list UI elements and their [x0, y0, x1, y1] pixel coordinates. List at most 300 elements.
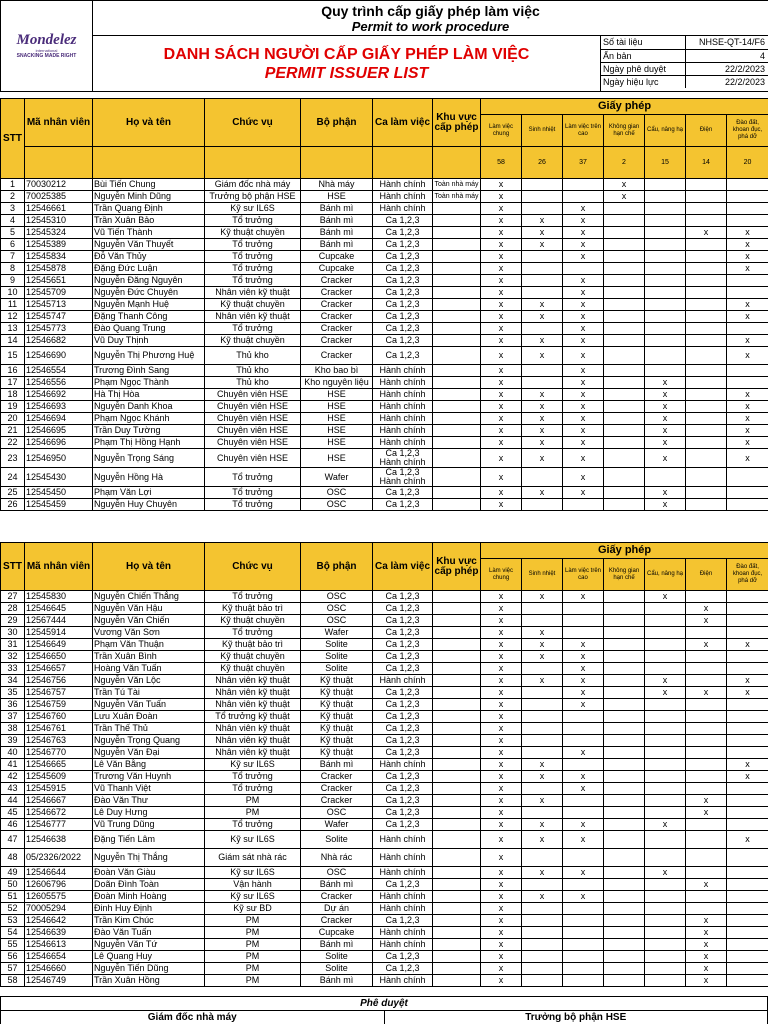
cell-stt: 14 [1, 335, 25, 347]
cell-shift: Hành chính [373, 849, 433, 867]
cell-shift: Ca 1,2,3 [373, 487, 433, 499]
cell-position: Nhân viên kỹ thuật [205, 675, 301, 687]
cell-permit-mark [645, 915, 686, 927]
permit-table-body-part1 [1, 179, 768, 511]
cell-permit-mark: x [481, 377, 522, 389]
cell-area [433, 239, 481, 251]
cell-area [433, 747, 481, 759]
cell-permit-mark: x [686, 963, 727, 975]
table-row [1, 499, 768, 511]
cell-permit-mark [563, 903, 604, 915]
cell-permit-mark: x [645, 449, 686, 468]
cell-permit-mark: x [563, 203, 604, 215]
col-area: Khu vực cấp phép [433, 99, 481, 147]
cell-permit-mark [563, 711, 604, 723]
cell-permit-mark [727, 699, 768, 711]
cell-position: Chuyên viên HSE [205, 389, 301, 401]
cell-full-name: Trần Tú Tài [93, 687, 205, 699]
cell-area [433, 263, 481, 275]
cell-permit-mark: x [727, 831, 768, 849]
cell-permit-mark [727, 377, 768, 389]
cell-permit-mark [686, 437, 727, 449]
table-row [1, 879, 768, 891]
table-row [1, 639, 768, 651]
cell-employee-id: 12546660 [25, 963, 93, 975]
table-row [1, 867, 768, 879]
cell-shift: Ca 1,2,3 [373, 807, 433, 819]
cell-employee-id: 12545914 [25, 627, 93, 639]
cell-permit-mark [686, 867, 727, 879]
table-row [1, 323, 768, 335]
cell-full-name: Phạm Ngọc Thành [93, 377, 205, 389]
cell-employee-id: 12546639 [25, 927, 93, 939]
cell-permit-mark [645, 603, 686, 615]
cell-permit-mark [604, 449, 645, 468]
cell-permit-mark [563, 263, 604, 275]
table-row [1, 215, 768, 227]
cell-permit-mark: x [481, 299, 522, 311]
table-row [1, 903, 768, 915]
col-area: Khu vực cấp phép [433, 543, 481, 591]
cell-permit-mark [686, 389, 727, 401]
cell-permit-mark [645, 735, 686, 747]
cell-permit-mark: x [563, 365, 604, 377]
table-row [1, 939, 768, 951]
cell-permit-mark: x [563, 651, 604, 663]
cell-permit-mark: x [727, 311, 768, 323]
cell-department: Cupcake [301, 263, 373, 275]
cell-permit-mark: x [727, 449, 768, 468]
col-stt: STT [1, 99, 25, 179]
cell-permit-mark [645, 963, 686, 975]
cell-permit-mark [604, 203, 645, 215]
cell-permit-mark [604, 227, 645, 239]
cell-employee-id: 12546649 [25, 639, 93, 651]
cell-permit-mark: x [481, 251, 522, 263]
cell-permit-mark: x [522, 389, 563, 401]
cell-department: Bánh mì [301, 239, 373, 251]
cell-full-name: Nguyễn Đức Chuyên [93, 287, 205, 299]
cell-employee-id: 12546613 [25, 939, 93, 951]
cell-permit-mark [522, 615, 563, 627]
cell-permit-mark: x [727, 759, 768, 771]
cell-employee-id: 12545310 [25, 215, 93, 227]
cell-area [433, 879, 481, 891]
document-title [93, 36, 601, 92]
cell-stt: 26 [1, 499, 25, 511]
cell-shift: Ca 1,2,3 [373, 747, 433, 759]
cell-shift: Ca 1,2,3 [373, 299, 433, 311]
cell-permit-mark [645, 275, 686, 287]
cell-full-name: Phạm Văn Lợi [93, 487, 205, 499]
cell-permit-mark: x [686, 639, 727, 651]
cell-permit-mark [645, 468, 686, 487]
cell-stt: 2 [1, 191, 25, 203]
cell-employee-id: 12606796 [25, 879, 93, 891]
table-row [1, 468, 768, 487]
cell-area [433, 915, 481, 927]
cell-area [433, 759, 481, 771]
cell-full-name: Nguyễn Thị Phương Huệ [93, 347, 205, 365]
cell-permit-mark: x [481, 951, 522, 963]
cell-full-name: Lê Văn Bằng [93, 759, 205, 771]
table-row [1, 747, 768, 759]
cell-area [433, 639, 481, 651]
cell-permit-mark [563, 975, 604, 987]
cell-permit-mark [522, 468, 563, 487]
cell-permit-mark [727, 951, 768, 963]
cell-stt: 32 [1, 651, 25, 663]
cell-stt: 20 [1, 413, 25, 425]
col-stt: STT [1, 543, 25, 591]
cell-permit-mark: x [563, 311, 604, 323]
cell-employee-id: 12546763 [25, 735, 93, 747]
cell-permit-mark: x [727, 227, 768, 239]
cell-full-name: Nguyễn Văn Thuyết [93, 239, 205, 251]
cell-permit-mark [645, 263, 686, 275]
cell-full-name: Vũ Thanh Việt [93, 783, 205, 795]
cell-position: Nhân viên kỹ thuật [205, 735, 301, 747]
cell-permit-mark [686, 365, 727, 377]
cell-department: Kỹ thuật [301, 735, 373, 747]
cell-permit-mark [727, 747, 768, 759]
cell-permit-mark [686, 819, 727, 831]
cell-permit-mark: x [481, 975, 522, 987]
table-row [1, 251, 768, 263]
cell-permit-mark [604, 275, 645, 287]
cell-permit-mark [604, 651, 645, 663]
cell-permit-mark [604, 468, 645, 487]
cell-permit-mark [727, 603, 768, 615]
cell-area [433, 687, 481, 699]
cell-stt: 17 [1, 377, 25, 389]
cell-employee-id: 12546696 [25, 437, 93, 449]
col-permit-confined: Không gian hạn chế [604, 115, 645, 147]
cell-permit-mark: x [604, 191, 645, 203]
cell-full-name: Nguyễn Văn Chiến [93, 615, 205, 627]
cell-permit-mark: x [686, 807, 727, 819]
cell-permit-mark: x [563, 323, 604, 335]
cell-permit-mark [727, 795, 768, 807]
cell-permit-mark: x [645, 687, 686, 699]
cell-permit-mark: x [522, 413, 563, 425]
cell-permit-mark [604, 927, 645, 939]
cell-area [433, 251, 481, 263]
cell-position: PM [205, 807, 301, 819]
cell-permit-mark [727, 723, 768, 735]
cell-permit-mark [563, 191, 604, 203]
cell-shift: Hành chính [373, 365, 433, 377]
cell-permit-mark [563, 951, 604, 963]
cell-full-name: Nguyễn Văn Lộc [93, 675, 205, 687]
cell-department: Kỹ thuật [301, 687, 373, 699]
cell-stt: 46 [1, 819, 25, 831]
cell-shift: Ca 1,2,3 [373, 915, 433, 927]
cell-full-name: Đinh Huy Định [93, 903, 205, 915]
cell-stt: 3 [1, 203, 25, 215]
cell-permit-mark [522, 903, 563, 915]
cell-permit-mark [727, 711, 768, 723]
cell-permit-mark: x [563, 389, 604, 401]
cell-department: Kỹ thuật [301, 723, 373, 735]
cell-shift: Ca 1,2,3 [373, 771, 433, 783]
table-row [1, 831, 768, 849]
cell-department: OSC [301, 487, 373, 499]
cell-shift: Ca 1,2,3 [373, 275, 433, 287]
col-permit-general: Làm việc chung [481, 115, 522, 147]
cell-department: Solite [301, 963, 373, 975]
cell-stt: 42 [1, 771, 25, 783]
cell-department: Wafer [301, 627, 373, 639]
cell-permit-mark: x [522, 651, 563, 663]
cell-permit-mark [604, 615, 645, 627]
cell-permit-mark [686, 179, 727, 191]
cell-department: Cracker [301, 771, 373, 783]
cell-permit-mark: x [522, 675, 563, 687]
cell-full-name: Đào Văn Tuấn [93, 927, 205, 939]
cell-shift: Hành chính [373, 203, 433, 215]
cell-full-name: Trần Thế Thủ [93, 723, 205, 735]
cell-permit-mark [563, 603, 604, 615]
table-row [1, 347, 768, 365]
meta-key: Ngày phê duyệt [601, 62, 685, 75]
cell-position: Chuyên viên HSE [205, 401, 301, 413]
cell-position: Nhân viên kỹ thuật [205, 687, 301, 699]
cell-shift: Ca 1,2,3 [373, 311, 433, 323]
cell-permit-mark: x [481, 651, 522, 663]
count-spacer [373, 147, 433, 179]
count-spacer [205, 147, 301, 179]
cell-permit-mark [604, 735, 645, 747]
cell-permit-mark [727, 365, 768, 377]
cell-permit-mark [522, 499, 563, 511]
cell-permit-mark [686, 413, 727, 425]
cell-permit-mark [727, 275, 768, 287]
cell-permit-mark [522, 663, 563, 675]
cell-permit-mark [522, 687, 563, 699]
cell-permit-mark [563, 927, 604, 939]
table-row [1, 425, 768, 437]
cell-full-name: Nguyễn Minh Dũng [93, 191, 205, 203]
cell-permit-mark [522, 179, 563, 191]
cell-stt: 23 [1, 449, 25, 468]
cell-position: Kỹ thuật bảo trì [205, 639, 301, 651]
cell-full-name: Nguyễn Văn Đại [93, 747, 205, 759]
cell-permit-mark [645, 663, 686, 675]
cell-position: Kỹ sư IL6S [205, 831, 301, 849]
cell-permit-mark: x [481, 203, 522, 215]
cell-permit-mark: x [522, 239, 563, 251]
cell-department: Cracker [301, 311, 373, 323]
cell-stt: 24 [1, 468, 25, 487]
cell-permit-mark [686, 831, 727, 849]
cell-department: Nhà rác [301, 849, 373, 867]
cell-permit-mark [604, 771, 645, 783]
cell-area [433, 627, 481, 639]
cell-permit-mark [645, 795, 686, 807]
cell-permit-mark: x [563, 891, 604, 903]
cell-employee-id: 12545713 [25, 299, 93, 311]
cell-permit-mark [645, 639, 686, 651]
cell-permit-mark [522, 927, 563, 939]
cell-permit-mark [604, 437, 645, 449]
cell-shift: Ca 1,2,3 [373, 639, 433, 651]
cell-permit-mark: x [563, 675, 604, 687]
cell-permit-mark: x [563, 215, 604, 227]
cell-area [433, 591, 481, 603]
cell-permit-mark [727, 915, 768, 927]
cell-position: Kỹ thuật chuyền [205, 663, 301, 675]
cell-permit-mark [727, 323, 768, 335]
cell-full-name: Đặng Thanh Công [93, 311, 205, 323]
cell-full-name: Lê Duy Hưng [93, 807, 205, 819]
cell-permit-mark [604, 499, 645, 511]
cell-permit-mark: x [481, 675, 522, 687]
cell-stt: 19 [1, 401, 25, 413]
cell-permit-mark [604, 975, 645, 987]
cell-permit-mark [686, 783, 727, 795]
cell-position: Tổ trưởng [205, 771, 301, 783]
cell-shift: Ca 1,2,3 [373, 347, 433, 365]
cell-permit-mark: x [645, 425, 686, 437]
cell-position: Kỹ sư IL6S [205, 891, 301, 903]
cell-permit-mark: x [563, 771, 604, 783]
cell-permit-mark [604, 663, 645, 675]
cell-full-name: Nguyễn Tiến Dũng [93, 963, 205, 975]
cell-department: Bánh mì [301, 227, 373, 239]
cell-department: Kỹ thuật [301, 711, 373, 723]
cell-permit-mark: x [481, 831, 522, 849]
cell-permit-mark: x [727, 687, 768, 699]
cell-shift: Ca 1,2,3 [373, 227, 433, 239]
cell-department: Kỹ thuật [301, 675, 373, 687]
cell-permit-mark [563, 735, 604, 747]
cell-shift: Ca 1,2,3 [373, 651, 433, 663]
cell-employee-id: 12605575 [25, 891, 93, 903]
cell-permit-mark [522, 879, 563, 891]
cell-shift: Hành chính [373, 179, 433, 191]
cell-full-name: Vũ Tiến Thành [93, 227, 205, 239]
cell-position: Tổ trưởng [205, 275, 301, 287]
cell-full-name: Trần Duy Tường [93, 425, 205, 437]
cell-permit-mark [727, 891, 768, 903]
cell-permit-mark [727, 849, 768, 867]
cell-shift: Ca 1,2,3 [373, 215, 433, 227]
cell-permit-mark: x [727, 639, 768, 651]
cell-permit-mark: x [563, 783, 604, 795]
cell-permit-mark [727, 807, 768, 819]
cell-employee-id: 12546756 [25, 675, 93, 687]
cell-employee-id: 12567444 [25, 615, 93, 627]
cell-department: HSE [301, 413, 373, 425]
cell-permit-mark: x [686, 687, 727, 699]
cell-position: Kỹ sư BD [205, 903, 301, 915]
cell-area [433, 365, 481, 377]
permit-table-part1 [0, 98, 768, 511]
cell-full-name: Lê Quang Huy [93, 951, 205, 963]
cell-permit-mark [686, 699, 727, 711]
cell-permit-mark [686, 335, 727, 347]
cell-shift: Ca 1,2,3 [373, 615, 433, 627]
cell-permit-mark [727, 468, 768, 487]
cell-shift: Ca 1,2,3 [373, 287, 433, 299]
cell-permit-mark: x [563, 251, 604, 263]
cell-shift: Hành chính [373, 401, 433, 413]
cell-permit-mark [686, 215, 727, 227]
table-row [1, 915, 768, 927]
cell-position: Kỹ sư IL6S [205, 759, 301, 771]
cell-shift: Ca 1,2,3 [373, 687, 433, 699]
cell-permit-mark [645, 831, 686, 849]
cell-area [433, 347, 481, 365]
cell-permit-mark [686, 191, 727, 203]
cell-area [433, 487, 481, 499]
cell-stt: 7 [1, 251, 25, 263]
cell-stt: 33 [1, 663, 25, 675]
permit-table-body-part2 [1, 591, 768, 987]
cell-permit-mark [686, 675, 727, 687]
cell-permit-mark [727, 963, 768, 975]
cell-shift: Ca 1,2,3 [373, 627, 433, 639]
cell-stt: 39 [1, 735, 25, 747]
cell-permit-mark [686, 287, 727, 299]
cell-department: Cracker [301, 347, 373, 365]
logo-tagline: SNACKING MADE RIGHT [16, 53, 77, 59]
table-row [1, 263, 768, 275]
cell-position: Tổ trưởng [205, 591, 301, 603]
cell-permit-mark [686, 499, 727, 511]
cell-permit-mark: x [481, 867, 522, 879]
table-row [1, 449, 768, 468]
cell-shift: Ca 1,2,3 [373, 335, 433, 347]
cell-area [433, 723, 481, 735]
cell-permit-mark [522, 747, 563, 759]
cell-department: Wafer [301, 819, 373, 831]
cell-permit-mark [645, 179, 686, 191]
cell-permit-mark: x [481, 687, 522, 699]
cell-permit-mark: x [522, 867, 563, 879]
cell-permit-mark: x [563, 449, 604, 468]
cell-full-name: Trần Xuân Bình [93, 651, 205, 663]
cell-permit-mark [522, 699, 563, 711]
cell-full-name: Bùi Tiến Chung [93, 179, 205, 191]
cell-stt: 44 [1, 795, 25, 807]
cell-permit-mark [727, 615, 768, 627]
cell-permit-mark: x [481, 807, 522, 819]
cell-stt: 55 [1, 939, 25, 951]
col-permit-confined: Không gian hạn chế [604, 559, 645, 591]
cell-full-name: Phạm Thị Hồng Hạnh [93, 437, 205, 449]
cell-permit-mark: x [563, 437, 604, 449]
cell-full-name: Nguyễn Chiến Thắng [93, 591, 205, 603]
cell-permit-mark: x [727, 425, 768, 437]
col-permit-electrical: Điện [686, 559, 727, 591]
cell-full-name: Phạm Ngọc Khánh [93, 413, 205, 425]
cell-shift: Ca 1,2,3 [373, 711, 433, 723]
cell-stt: 53 [1, 915, 25, 927]
cell-full-name: Đào Quang Trung [93, 323, 205, 335]
cell-area [433, 903, 481, 915]
cell-position: Tổ trưởng [205, 468, 301, 487]
cell-permit-mark [686, 591, 727, 603]
cell-permit-mark [604, 311, 645, 323]
table-row [1, 437, 768, 449]
cell-permit-mark [563, 179, 604, 191]
cell-area [433, 927, 481, 939]
cell-shift: Hành chính [373, 939, 433, 951]
cell-permit-mark [522, 723, 563, 735]
cell-permit-mark [522, 939, 563, 951]
